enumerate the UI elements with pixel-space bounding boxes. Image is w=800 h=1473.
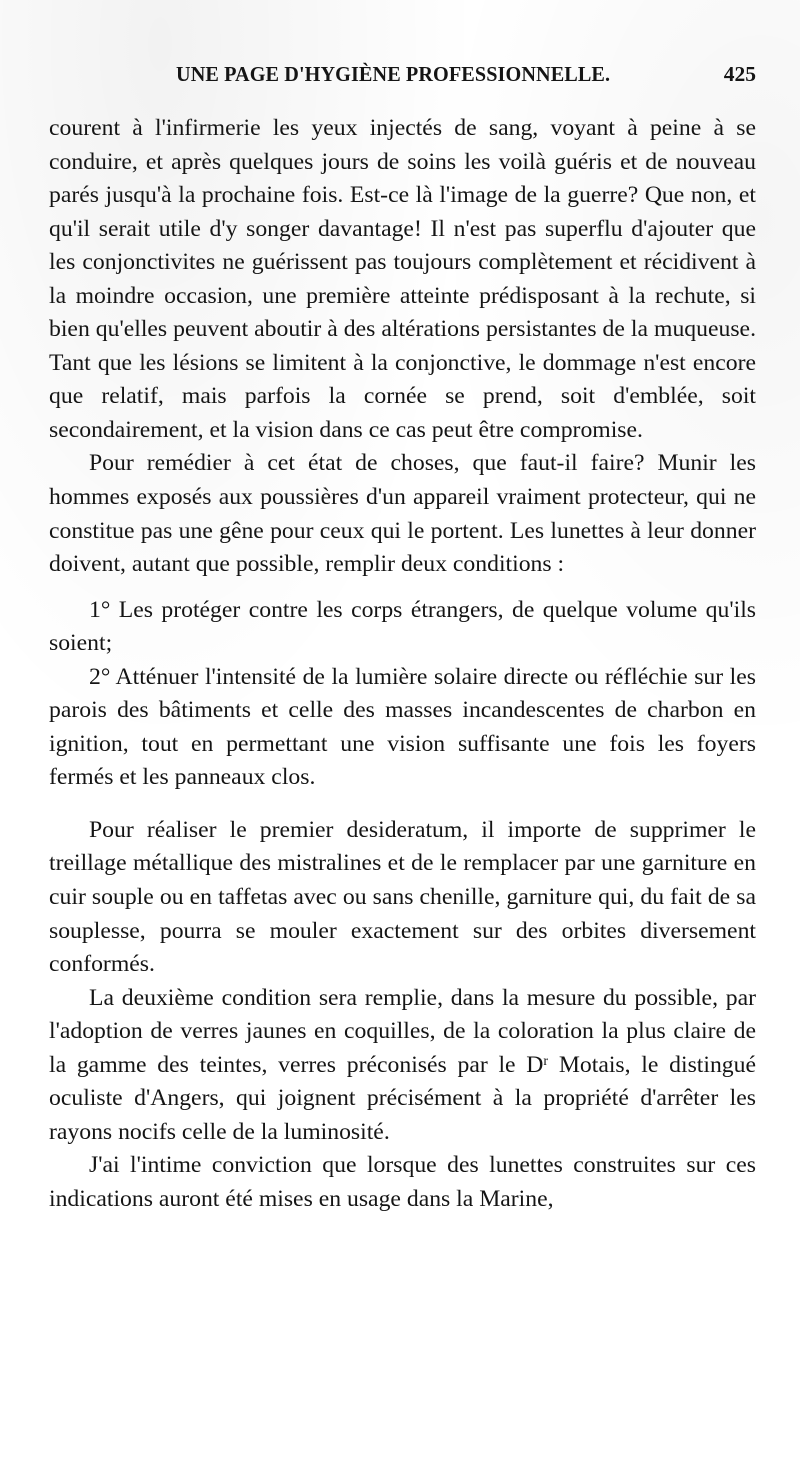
- paragraph-1: courent à l'infirmerie les yeux injectés de sang, voyant à peine à se conduire, et après quelques jours de soins les voilà guéris et de nouveau parés jusqu'à la prochaine fois. Est-ce là l'image de la guerre? Que non, et qu'il serait utile d'y songer davantage! Il n'est pas superflu d'ajouter que les conjonctivites ne guérissent pas toujours complètement et récidivent à la moindre occasion, une première atteinte prédisposant à la rechute, si bien qu'elles peuvent aboutir à des altérations persistantes de la muqueuse. Tant que les lésions se limitent à la conjonctive, le dommage n'est encore que relatif, mais parfois la cornée se prend, soit d'emblée, soit secondairement, et la vision dans ce cas peut être compromise.: [49, 115, 756, 443]
- page-header: [118, 62, 756, 92]
- paragraph-5: J'ai l'intime conviction que lorsque des lunettes construites sur ces indications auront été mises en usage dans la Marine,: [49, 1152, 756, 1212]
- doctor-abbrev-superscript: r: [543, 1053, 549, 1069]
- body-text: [49, 112, 756, 1217]
- paragraph-2: Pour remédier à cet état de choses, que faut-il faire? Munir les hommes exposés aux poussières d'un appareil vraiment protecteur, qui ne constitue pas une gêne pour ceux qui le portent. Les lunettes à leur donner doivent, autant que possible, remplir deux conditions :: [49, 450, 756, 578]
- paragraph-3: Pour réaliser le premier desideratum, il importe de supprimer le treillage métallique des mistralines et de le remplacer par une garniture en cuir souple ou en taffetas avec ou sans chenille, garniture qui, du fait de sa souplesse, pourra se mouler exactement sur des orbites diversement conformés.: [49, 816, 756, 978]
- paragraph-4-text-after: Motais, le distingué oculiste d'Angers, qui joignent précisément à la propriété d'arrêter les rayons nocifs celle de la luminosité.: [49, 1051, 757, 1145]
- paragraph-4: [49, 982, 756, 1150]
- list-item-2: 2° Atténuer l'intensité de la lumière solaire directe ou réfléchie sur les parois des bâtiments et celle des masses incandescentes de charbon en ignition, tout en permettant une vision suffisante une fois les foyers fermés et les panneaux clos.: [49, 663, 756, 791]
- paragraph-4-text-before: La deuxième condition sera remplie, dans la mesure du possible, par l'adoption de verres jaunes en coquilles, de la coloration la plus claire de la gamme des teintes, verres préconisés par le D: [49, 984, 756, 1078]
- list-item-1: 1° Les protéger contre les corps étrangers, de quelque volume qu'ils soient;: [49, 596, 756, 657]
- running-title: UNE PAGE D'HYGIÈNE PROFESSIONNELLE.: [176, 62, 611, 86]
- page-number: 425: [723, 62, 756, 86]
